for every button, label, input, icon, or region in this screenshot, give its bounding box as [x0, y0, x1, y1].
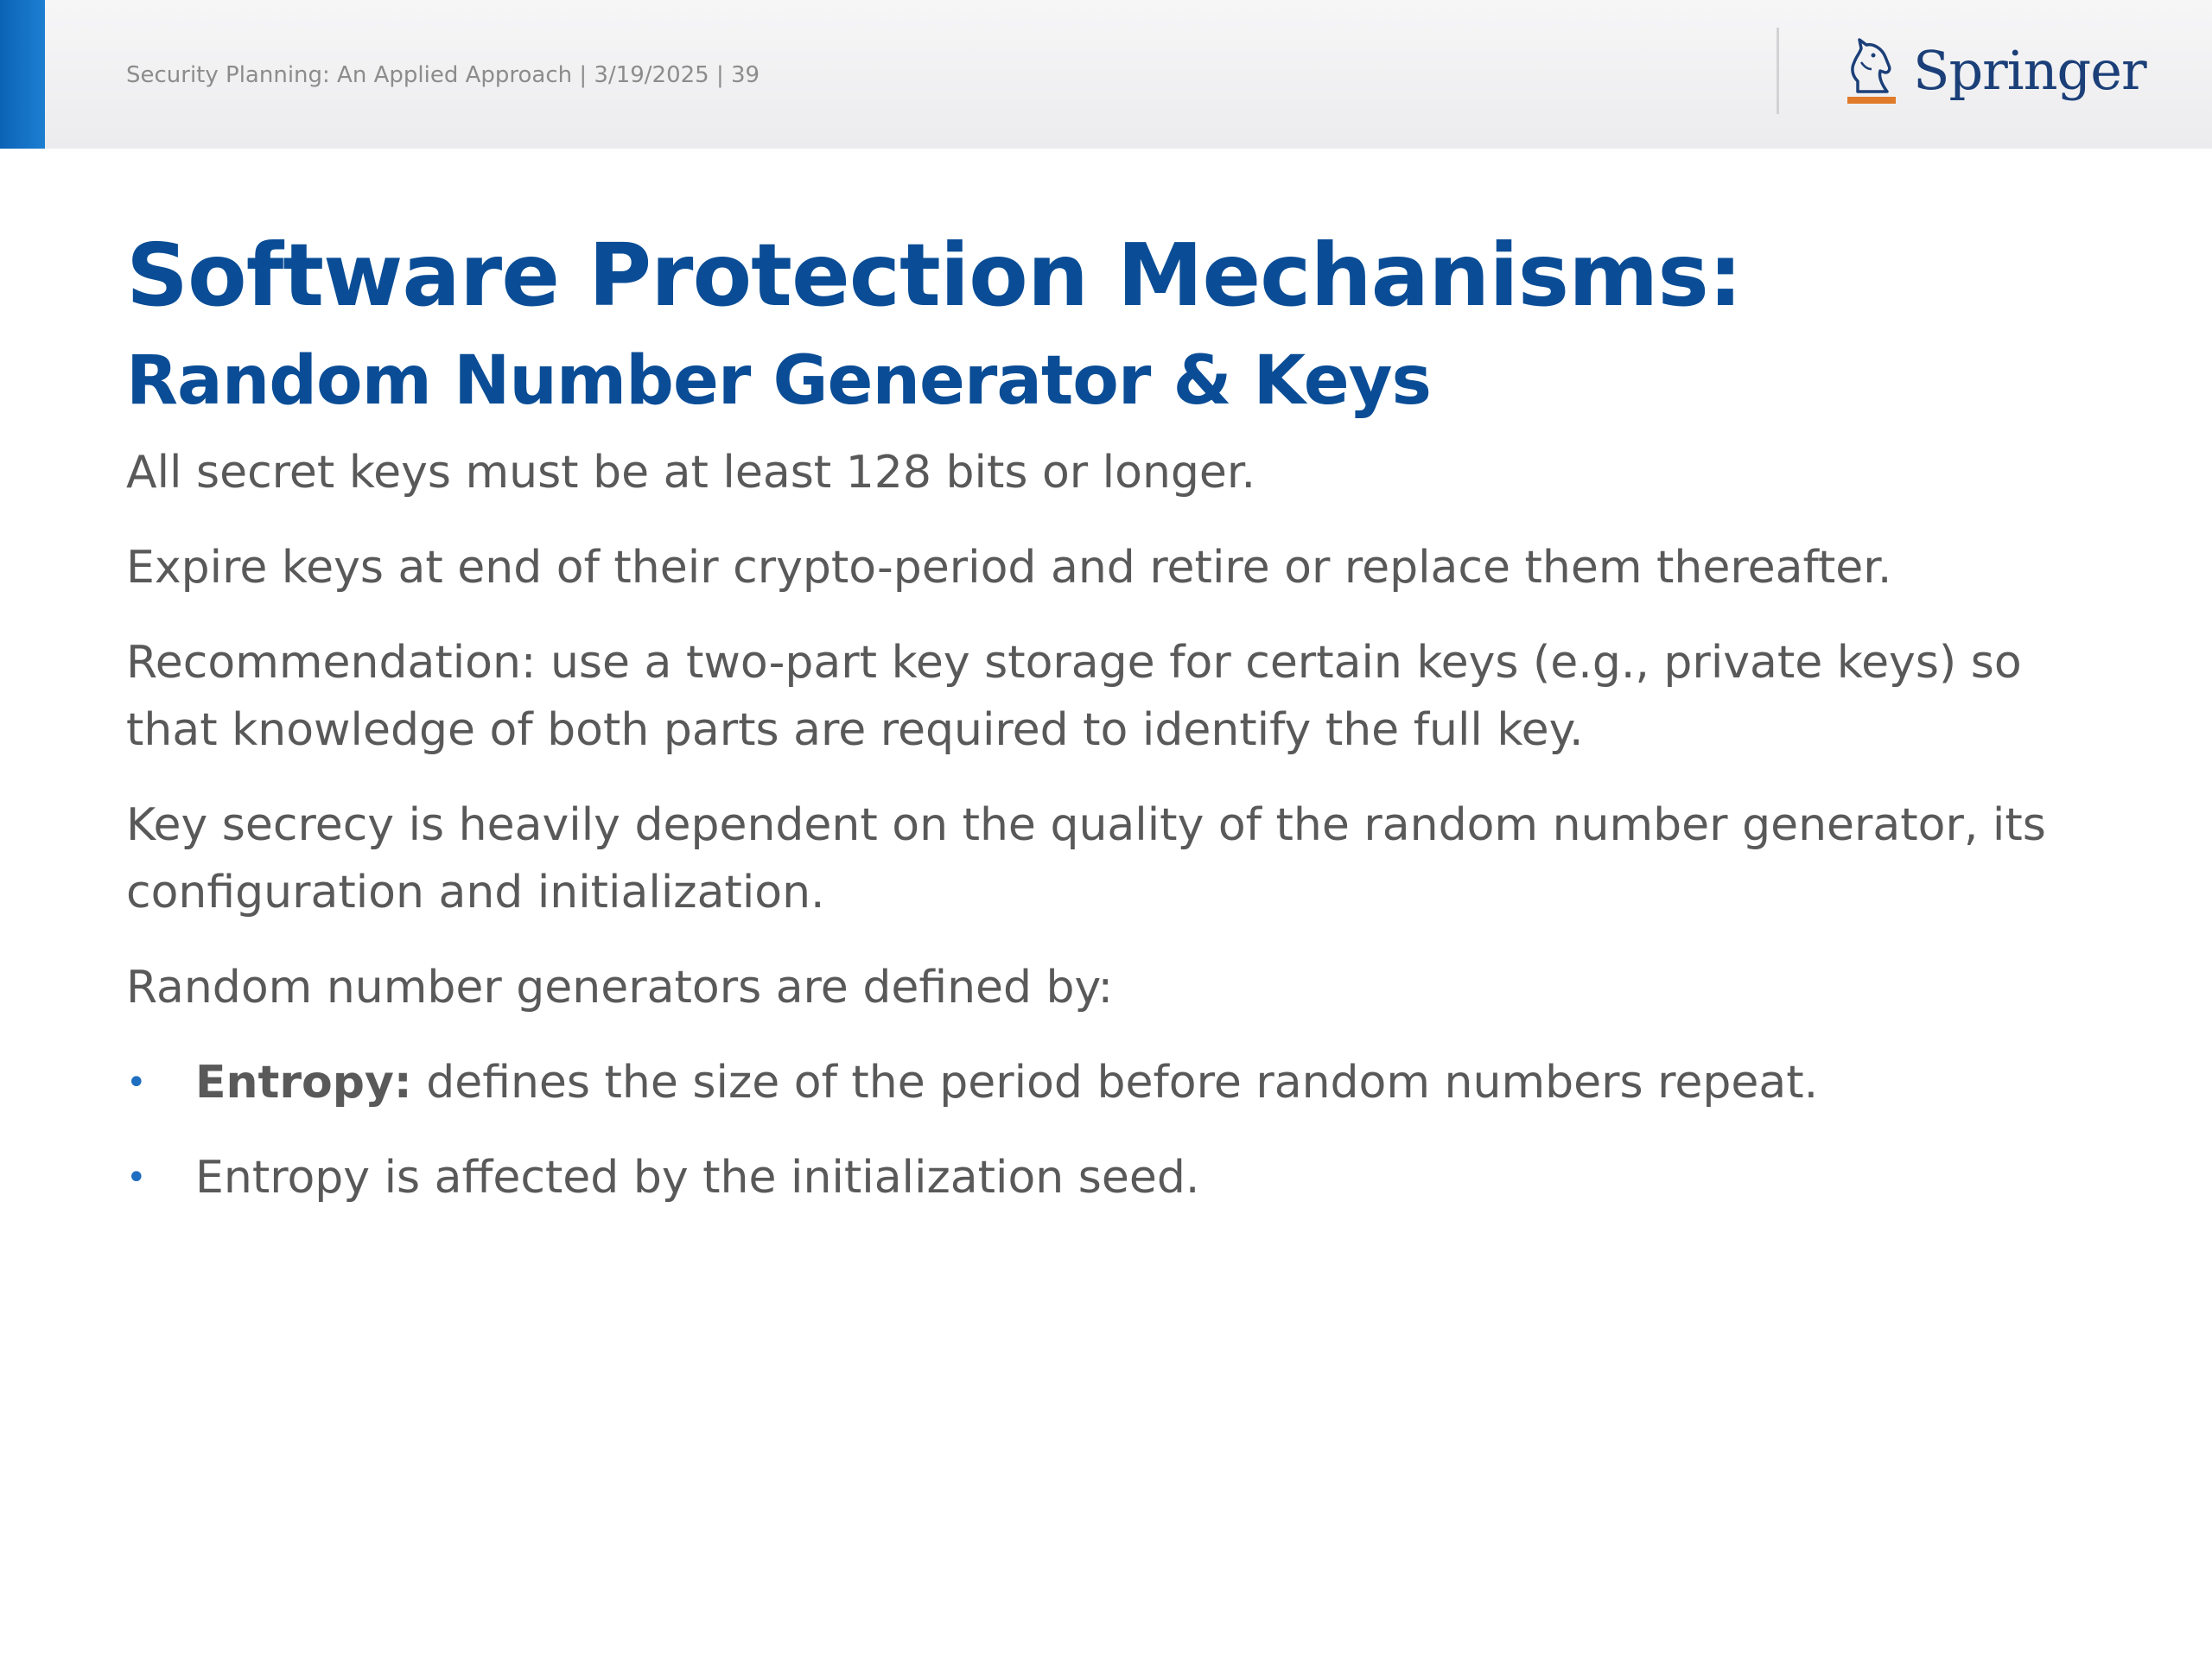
- slide-subtitle: Random Number Generator & Keys: [126, 342, 1431, 420]
- logo-wordmark: Springer: [1913, 38, 2146, 102]
- horse-logo-icon: [1839, 31, 1901, 109]
- bullet-icon: •: [126, 1063, 147, 1103]
- body-paragraph: Recommendation: use a two-part key storage for certain keys (e.g., private keys) so that knowledge of both parts are required to identify the full key.: [126, 637, 2022, 756]
- slide-title: Software Protection Mechanisms:: [126, 225, 1742, 326]
- body-paragraph: Expire keys at end of their crypto-period and retire or replace them thereafter.: [126, 542, 1892, 594]
- bullet-text: defines the size of the period before random numbers repeat.: [411, 1057, 1819, 1109]
- body-paragraph: All secret keys must be at least 128 bits or longer.: [126, 447, 1256, 499]
- bullet-list: [126, 1049, 2105, 1211]
- list-item: [126, 1049, 2105, 1116]
- bullet-icon: •: [126, 1158, 147, 1198]
- accent-strip: [0, 0, 45, 149]
- bullet-text: Entropy is affected by the initialization seed.: [195, 1152, 1200, 1204]
- header-divider: [1777, 28, 1779, 114]
- body-paragraph: Random number generators are defined by:: [126, 962, 1114, 1014]
- springer-logo: [1839, 31, 2146, 109]
- bullet-term: Entropy:: [195, 1057, 412, 1109]
- slide-body: [126, 439, 2105, 1239]
- header-breadcrumb: Security Planning: An Applied Approach | 3/19/2025 | 39: [126, 62, 760, 88]
- list-item: [126, 1144, 2105, 1211]
- body-paragraph: Key secrecy is heavily dependent on the quality of the random number generator, its configuration and initialization.: [126, 799, 2046, 918]
